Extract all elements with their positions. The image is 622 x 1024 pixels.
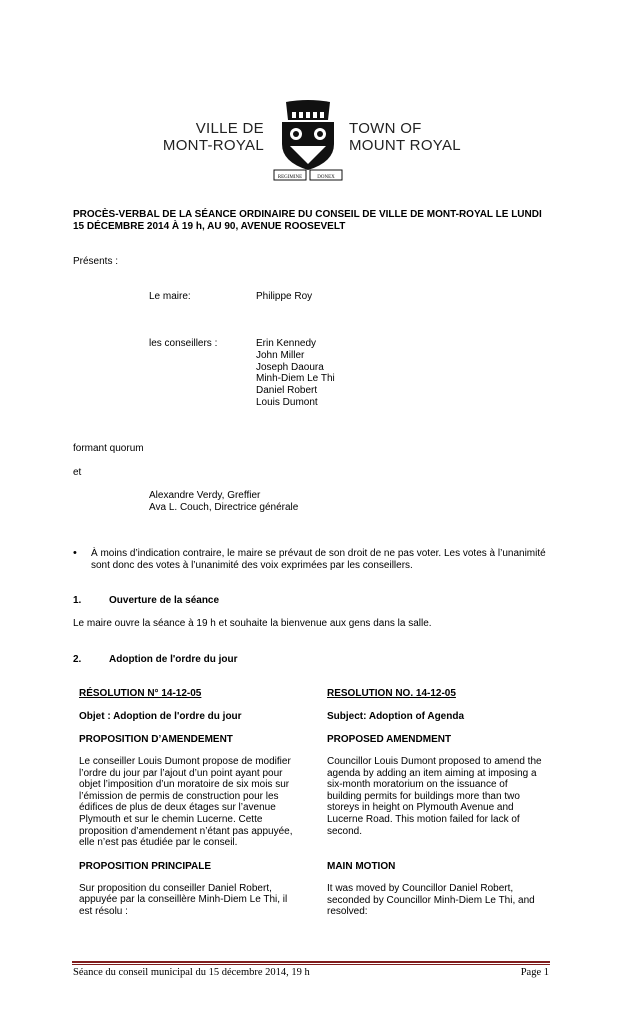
mayor-name: Philippe Roy (256, 291, 313, 302)
coat-of-arms-logo (272, 100, 344, 184)
text-line: Le conseiller Louis Dumont propose de modifier (79, 756, 291, 767)
text-line: l’ordre du jour par l’ajout d’un point ayant pour (79, 767, 283, 779)
councillor-name: Minh-Diem Le Thi (256, 373, 335, 385)
main-motion-heading-en: MAIN MOTION (327, 861, 396, 873)
councillor-name: Erin Kennedy (256, 338, 317, 349)
main-motion-text-fr (79, 883, 295, 918)
councillor-name: Daniel Robert (256, 385, 318, 397)
amendment-text-fr (79, 756, 295, 849)
section-1-number: 1. (73, 595, 82, 606)
text-line: resolved: (327, 906, 368, 918)
amendment-text-en (327, 756, 543, 837)
text-line: proposition d’amendement n’étant pas appuyée, (79, 825, 293, 837)
text-line: six-month moratorium on the issuance of (327, 779, 508, 791)
staff-list (149, 490, 298, 514)
logo-text-fr (160, 120, 264, 154)
section-2-number: 2. (73, 654, 82, 665)
ribbon-right-text: DONEX (317, 175, 335, 180)
councillors-label: les conseillers : (149, 338, 218, 349)
text-line: It was moved by Councillor Daniel Robert, (327, 883, 514, 895)
voting-note (91, 548, 561, 572)
staff-member: Ava L. Couch, Directrice générale (149, 502, 299, 513)
text-line: Sur proposition du conseiller Daniel Robert, (79, 882, 272, 894)
amendment-heading-fr: PROPOSITION D’AMENDEMENT (79, 734, 233, 745)
text-line: l’émission de permis de construction pour les (79, 790, 279, 802)
councillor-name: Joseph Daoura (256, 361, 324, 373)
main-motion-text-en (327, 883, 543, 918)
text-line: Lucerne Road. This motion failed for lack of (327, 813, 520, 825)
logo-en-line1: TOWN OF (349, 120, 422, 137)
amendment-heading-en: PROPOSED AMENDMENT (327, 734, 452, 745)
text-line: édifices de plus de deux étages sur l’avenue (79, 802, 276, 814)
voting-note-line2: sont donc des votes à l’unanimité des voix exprimées par les conseillers. (91, 560, 413, 571)
logo-fr-line2: MONT-ROYAL (162, 137, 264, 154)
bullet-icon: • (73, 547, 77, 559)
resolution-number-fr: RÉSOLUTION N° 14-12-05 (79, 688, 202, 699)
title-line-1: PROCÈS-VERBAL DE LA SÉANCE ORDINAIRE DU CONSEIL DE VILLE DE MONT-ROYAL LE LUNDI (73, 209, 542, 220)
text-line: est résolu : (79, 905, 128, 917)
text-line: storeys in height on Plymouth Avenue and (327, 802, 514, 814)
text-line: appuyée par la conseillère Minh-Diem Le Thi, il (79, 894, 288, 906)
resolution-number-en: RESOLUTION NO. 14-12-05 (327, 688, 456, 699)
resolution-object-fr: Objet : Adoption de l'ordre du jour (79, 711, 242, 722)
section-1-text: Le maire ouvre la séance à 19 h et souhaite la bienvenue aux gens dans la salle. (73, 618, 432, 629)
staff-member: Alexandre Verdy, Greffier (149, 490, 261, 501)
resolution-column-fr (79, 688, 295, 918)
text-line: elle n’est pas étudiée par le conseil. (79, 837, 238, 849)
footer-divider-thin (72, 964, 550, 965)
councillors-list (256, 338, 335, 409)
voting-note-line1: À moins d’indication contraire, le maire se prévaut de son droit de ne pas voter. Les votes à l’unanimité (91, 548, 546, 559)
text-line: seconded by Councillor Minh-Diem Le Thi, and (327, 894, 535, 906)
main-motion-heading-fr: PROPOSITION PRINCIPALE (79, 860, 212, 872)
text-line: agenda by adding an item aiming at imposing a (327, 767, 537, 779)
section-2-title: Adoption de l'ordre du jour (109, 654, 238, 665)
text-line: objet l’imposition d’un moratoire de six mois sur (79, 779, 290, 791)
footer-page-number: Page 1 (520, 967, 549, 978)
footer-meeting-date: Séance du conseil municipal du 15 décembre 2014, 19 h (73, 967, 310, 978)
councillor-name: John Miller (256, 349, 305, 361)
resolution-subject-en: Subject: Adoption of Agenda (327, 711, 465, 722)
text-line: Plymouth et sur le chemin Lucerne. Cette (79, 813, 263, 825)
presents-label: Présents : (73, 256, 119, 267)
document-title (73, 209, 553, 233)
text-line: second. (327, 825, 363, 837)
and-text: et (73, 467, 82, 478)
title-line-2: 15 DÉCEMBRE 2014 À 19 h, AU 90, AVENUE ROOSEVELT (73, 221, 346, 232)
resolution-column-en (327, 688, 543, 918)
logo-en-line2: MOUNT ROYAL (349, 137, 461, 154)
councillor-name: Louis Dumont (256, 396, 318, 408)
logo-text-en (349, 120, 479, 154)
text-line: building permits for buildings more than two (327, 790, 520, 802)
logo-fr-line1: VILLE DE (195, 120, 264, 137)
text-line: Councillor Louis Dumont proposed to amend the (327, 756, 542, 767)
mayor-label: Le maire: (149, 291, 191, 302)
quorum-text: formant quorum (73, 443, 144, 454)
footer-divider (72, 961, 550, 963)
section-1-title: Ouverture de la séance (109, 595, 220, 606)
ribbon-left-text: REGIMINE (277, 175, 303, 180)
